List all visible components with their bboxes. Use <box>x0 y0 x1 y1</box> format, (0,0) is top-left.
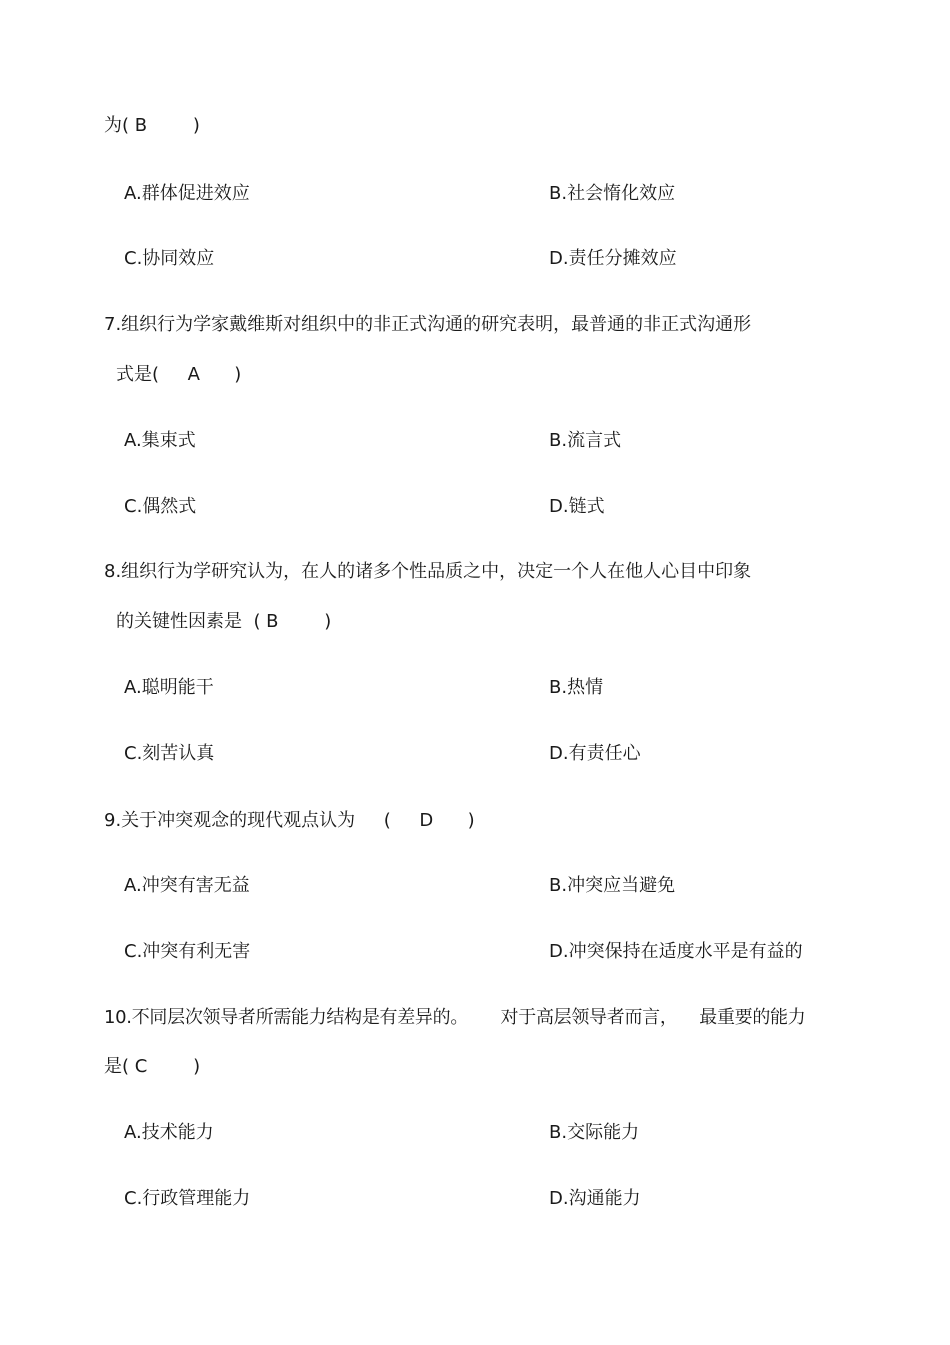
q9-option-a: A.冲突有害无益 <box>124 875 250 896</box>
q10-option-a: A.技术能力 <box>124 1122 214 1143</box>
q8-option-a: A.聪明能干 <box>124 677 214 698</box>
q8-option-c: C.刻苦认真 <box>124 743 215 764</box>
q10-option-d: D.沟通能力 <box>549 1188 641 1209</box>
q10-option-b: B.交际能力 <box>549 1122 640 1143</box>
q6-option-b: B.社会惰化效应 <box>549 183 676 204</box>
q10-stem-line1: 10.不同层次领导者所需能力结构是有差异的。 对于高层领导者而言， 最重要的能力 <box>104 1007 806 1028</box>
q8-option-b: B.热情 <box>549 677 604 698</box>
q7-option-d: D.链式 <box>549 496 605 517</box>
q8-stem-line2: 的关键性因素是 ( B ) <box>116 611 332 632</box>
q10-stem-line2: 是( C ) <box>104 1056 201 1077</box>
q7-stem-line1: 7.组织行为学家戴维斯对组织中的非正式沟通的研究表明，最普通的非正式沟通形 <box>104 314 752 335</box>
q7-option-c: C.偶然式 <box>124 496 197 517</box>
q9-option-d: D.冲突保持在适度水平是有益的 <box>549 941 803 962</box>
q9-stem-line1: 9.关于冲突观念的现代观点认为 ( D ) <box>104 810 475 831</box>
q7-option-b: B.流言式 <box>549 430 622 451</box>
q9-option-c: C.冲突有利无害 <box>124 941 251 962</box>
q6-option-c: C.协同效应 <box>124 248 215 269</box>
q9-option-b: B.冲突应当避免 <box>549 875 676 896</box>
q6-option-a: A.群体促进效应 <box>124 183 250 204</box>
q10-option-c: C.行政管理能力 <box>124 1188 251 1209</box>
q7-option-a: A.集束式 <box>124 430 196 451</box>
q6-option-d: D.责任分摊效应 <box>549 248 677 269</box>
q8-option-d: D.有责任心 <box>549 743 641 764</box>
q8-stem-line1: 8.组织行为学研究认为，在人的诸多个性品质之中，决定一个人在他人心目中印象 <box>104 561 752 582</box>
q7-stem-line2: 式是( A ) <box>116 364 242 385</box>
q6-stem-tail: 为( B ) <box>104 115 200 136</box>
